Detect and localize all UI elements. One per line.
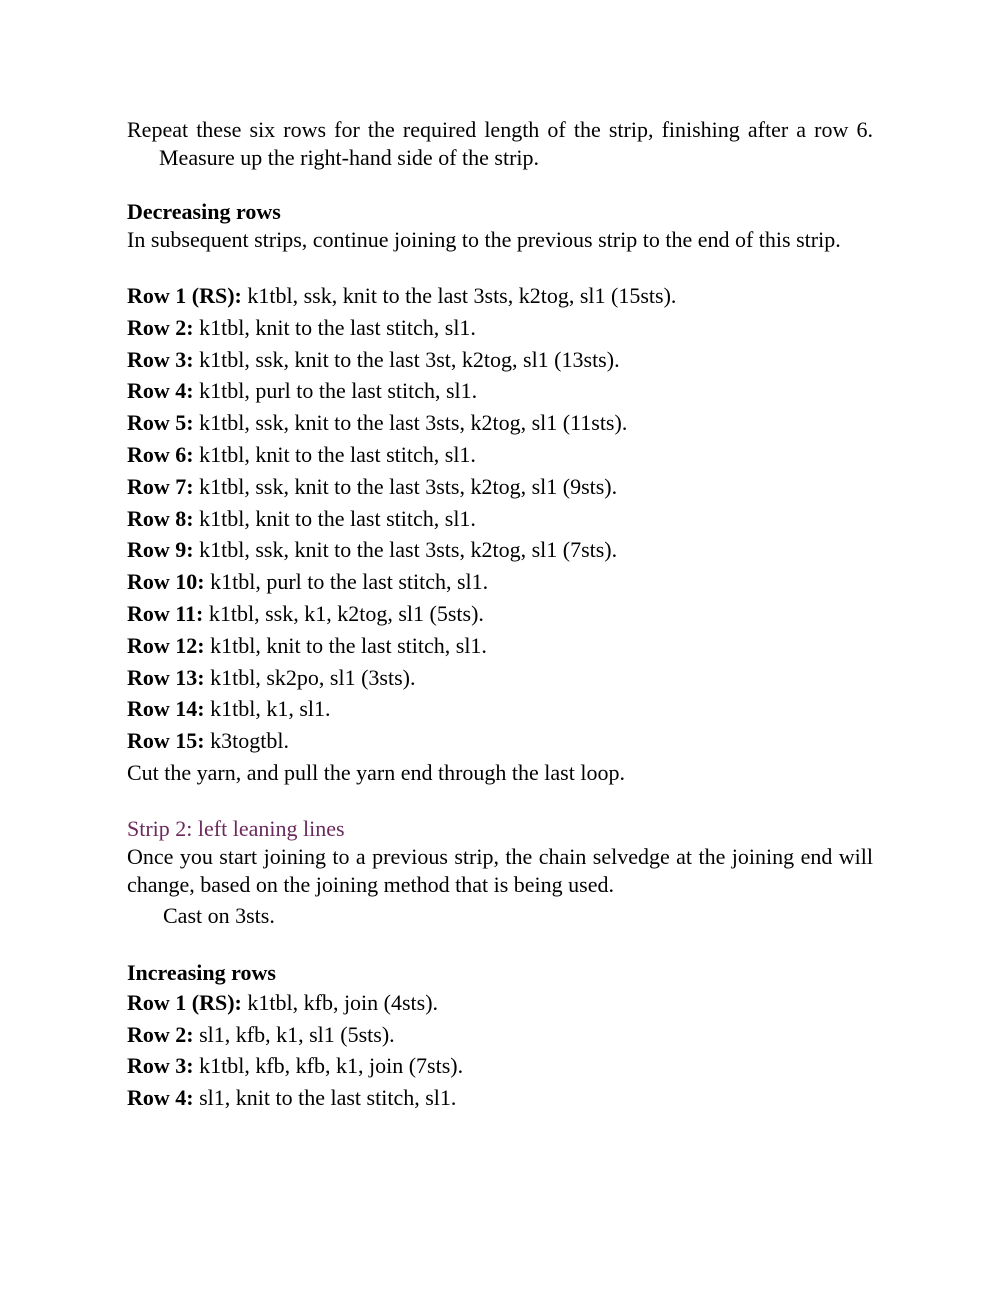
- row-label: Row 14:: [127, 696, 205, 722]
- increasing-rows-list: [127, 987, 873, 1114]
- row-text: k1tbl, ssk, knit to the last 3sts, k2tog, sl1 (15sts).: [241, 283, 677, 308]
- row-label: Row 13:: [127, 664, 205, 690]
- row-label: Row 7:: [127, 473, 194, 499]
- row-instruction: [127, 1050, 873, 1082]
- row-label: Row 8:: [127, 505, 194, 531]
- row-text: k1tbl, knit to the last stitch, sl1.: [193, 314, 476, 340]
- row-instruction: [127, 1019, 873, 1051]
- row-text: k1tbl, k1, sl1.: [204, 696, 331, 722]
- row-instruction: [127, 534, 873, 566]
- row-label: Row 1 (RS):: [127, 283, 242, 308]
- row-label: Row 4:: [127, 1085, 194, 1111]
- increasing-rows-heading: Increasing rows: [127, 959, 276, 985]
- row-text: k1tbl, ssk, k1, k2tog, sl1 (5sts).: [203, 600, 484, 626]
- row-text: k1tbl, sk2po, sl1 (3sts).: [204, 664, 416, 690]
- row-text: k3togtbl.: [204, 728, 289, 754]
- row-instruction: [127, 566, 873, 598]
- row-instruction: [127, 375, 873, 407]
- spacer: [127, 933, 873, 959]
- row-instruction: [127, 312, 873, 344]
- row-text: k1tbl, kfb, join (4sts).: [241, 989, 439, 1015]
- row-instruction: [127, 407, 873, 439]
- strip-2-heading: Strip 2: left leaning lines: [127, 815, 345, 841]
- row-label: Row 2:: [127, 314, 194, 340]
- row-text: k1tbl, knit to the last stitch, sl1.: [193, 441, 476, 467]
- repeat-paragraph: Repeat these six rows for the required length of the strip, finishing after a row 6. Measure up the right-hand side of the strip.: [127, 117, 873, 170]
- row-instruction: [127, 693, 873, 725]
- row-instruction: [127, 987, 873, 1019]
- row-label: Row 1 (RS):: [127, 989, 242, 1015]
- row-label: Row 11:: [127, 600, 204, 626]
- document-page: [127, 116, 873, 1114]
- row-text: k1tbl, purl to the last stitch, sl1.: [193, 378, 478, 404]
- row-text: k1tbl, knit to the last stitch, sl1.: [204, 632, 487, 658]
- row-text: k1tbl, ssk, knit to the last 3st, k2tog, sl1 (13sts).: [193, 346, 620, 372]
- row-instruction: [127, 725, 873, 757]
- row-instruction: [127, 439, 873, 471]
- row-label: Row 2:: [127, 1021, 194, 1047]
- row-instruction: [127, 1082, 873, 1114]
- closing-instruction: Cut the yarn, and pull the yarn end through the last loop.: [127, 759, 625, 785]
- row-instruction: [127, 280, 873, 312]
- cast-on-instruction: Cast on 3sts.: [163, 902, 275, 928]
- row-instruction: [127, 503, 873, 535]
- row-instruction: [127, 598, 873, 630]
- row-text: k1tbl, ssk, knit to the last 3sts, k2tog, sl1 (11sts).: [193, 410, 628, 436]
- row-text: sl1, kfb, k1, sl1 (5sts).: [193, 1021, 395, 1047]
- row-text: sl1, knit to the last stitch, sl1.: [193, 1085, 457, 1111]
- decreasing-description: In subsequent strips, continue joining to the previous strip to the end of this strip.: [127, 227, 841, 252]
- row-instruction: [127, 471, 873, 503]
- row-instruction: [127, 344, 873, 376]
- row-label: Row 6:: [127, 441, 194, 467]
- decreasing-rows-list: [127, 280, 873, 789]
- spacer: [127, 254, 873, 280]
- row-label: Row 5:: [127, 410, 194, 436]
- row-label: Row 9:: [127, 537, 194, 563]
- row-label: Row 15:: [127, 728, 205, 754]
- spacer: [127, 789, 873, 815]
- spacer: [127, 172, 873, 198]
- row-label: Row 4:: [127, 378, 194, 404]
- row-label: Row 3:: [127, 346, 194, 372]
- row-text: k1tbl, ssk, knit to the last 3sts, k2tog, sl1 (9sts).: [193, 473, 618, 499]
- row-text: k1tbl, kfb, kfb, k1, join (7sts).: [193, 1053, 464, 1079]
- row-text: k1tbl, ssk, knit to the last 3sts, k2tog, sl1 (7sts).: [193, 537, 618, 563]
- row-instruction: [127, 662, 873, 694]
- row-text: k1tbl, knit to the last stitch, sl1.: [193, 505, 476, 531]
- strip-2-description: Once you start joining to a previous strip, the chain selvedge at the joining end will change, based on the joining method that is being used.: [127, 843, 873, 897]
- row-instruction: [127, 630, 873, 662]
- decreasing-rows-heading: Decreasing rows: [127, 199, 281, 224]
- row-label: Row 3:: [127, 1053, 194, 1079]
- row-label: Row 12:: [127, 632, 205, 658]
- row-label: Row 10:: [127, 569, 205, 595]
- row-text: k1tbl, purl to the last stitch, sl1.: [204, 569, 489, 595]
